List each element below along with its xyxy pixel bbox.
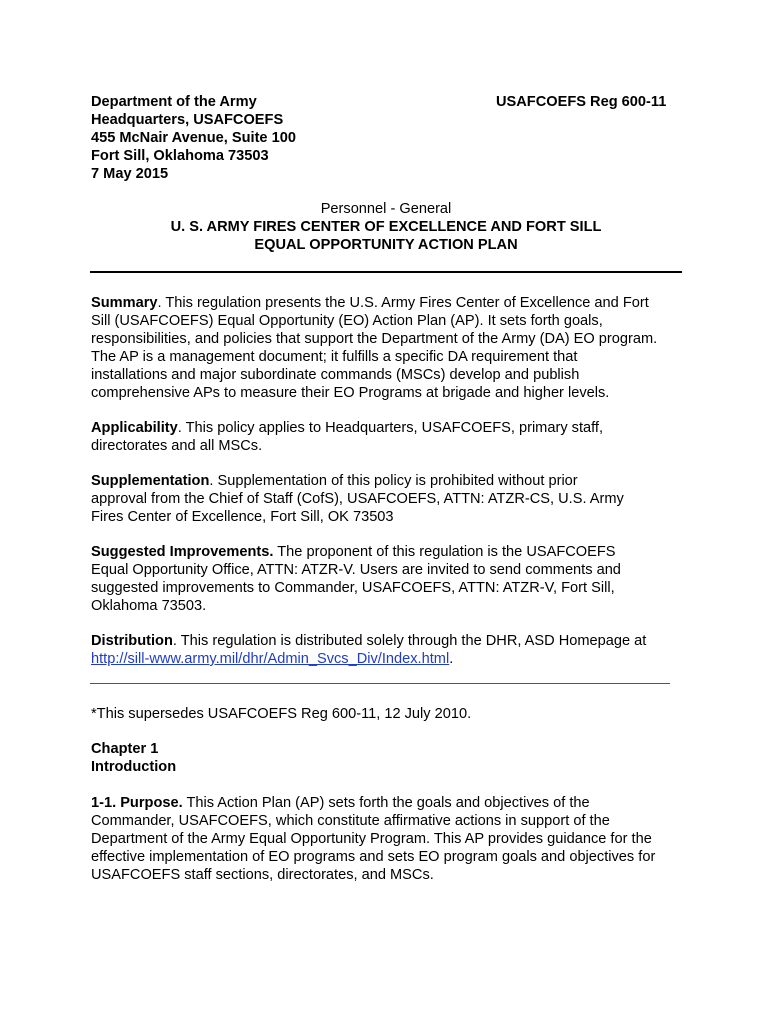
document-title-line-2: EQUAL OPPORTUNITY ACTION PLAN [254,237,518,253]
supersedes-note: *This supersedes USAFCOEFS Reg 600-11, 12 July 2010. [91,706,472,722]
purpose-text-line: Commander, USAFCOEFS, which constitute affirmative actions in support of the [91,813,610,829]
supplementation-text-line: . Supplementation of this policy is prohibited without prior [209,473,578,489]
footnote-divider [90,683,670,684]
distribution-paragraph [91,632,691,668]
summary-text-line: responsibilities, and policies that support the Department of the Army (DA) EO program. [91,331,658,347]
purpose-text-line: USAFCOEFS staff sections, directorates, and MSCs. [91,867,434,883]
chapter-heading [91,740,691,776]
header-hq-line: Headquarters, USAFCOEFS [91,112,284,128]
summary-text-line: installations and major subordinate commands (MSCs) develop and publish [91,367,580,383]
improvements-label: Suggested Improvements. [91,544,274,560]
summary-text-line: Sill (USAFCOEFS) Equal Opportunity (EO) Action Plan (AP). It sets forth goals, [91,313,603,329]
supplementation-text-line: approval from the Chief of Staff (CofS), USAFCOEFS, ATTN: ATZR-CS, U.S. Army [91,491,624,507]
title-divider [90,271,682,273]
summary-text-line: The AP is a management document; it fulfills a specific DA requirement that [91,349,578,365]
supplementation-text-line: Fires Center of Excellence, Fort Sill, OK 73503 [91,509,394,525]
summary-text-line: comprehensive APs to measure their EO Programs at brigade and higher levels. [91,385,610,401]
improvements-text-line: Equal Opportunity Office, ATTN: ATZR-V. Users are invited to send comments and [91,562,621,578]
subject-line: Personnel - General [320,201,452,217]
purpose-paragraph [91,794,691,884]
header-date-line: 7 May 2015 [91,166,169,182]
summary-label: Summary [91,295,158,311]
applicability-paragraph [91,419,691,455]
improvements-text-line: Oklahoma 73503. [91,598,207,614]
supplementation-paragraph [91,472,691,526]
document-title-line-1: U. S. ARMY FIRES CENTER OF EXCELLENCE AND FORT SILL [170,219,602,235]
purpose-label: 1-1. Purpose. [91,795,183,811]
title-block [91,200,681,254]
distribution-link-suffix: . [449,651,454,667]
summary-text-line: . This regulation presents the U.S. Army Fires Center of Excellence and Fort [157,295,649,311]
improvements-text-line: suggested improvements to Commander, USAFCOEFS, ATTN: ATZR-V, Fort Sill, [91,580,615,596]
improvements-text-line: The proponent of this regulation is the USAFCOEFS [273,544,616,560]
chapter-number: Chapter 1 [91,741,159,757]
header-address-block [91,93,296,183]
dhr-homepage-link[interactable]: http://sill-www.army.mil/dhr/Admin_Svcs_Div/Index.html [91,651,450,667]
distribution-text-line: . This regulation is distributed solely through the DHR, ASD Homepage at [172,633,647,649]
applicability-text-line: . This policy applies to Headquarters, USAFCOEFS, primary staff, [177,420,604,436]
summary-paragraph [91,294,691,402]
regulation-number: USAFCOEFS Reg 600-11 [496,94,667,110]
applicability-text-line: directorates and all MSCs. [91,438,263,454]
header-street-line: 455 McNair Avenue, Suite 100 [91,130,296,146]
header-org-line: Department of the Army [91,94,257,110]
distribution-label: Distribution [91,633,173,649]
supplementation-label: Supplementation [91,473,210,489]
improvements-paragraph [91,543,691,615]
purpose-text-line: Department of the Army Equal Opportunity Program. This AP provides guidance for the [91,831,652,847]
applicability-label: Applicability [91,420,178,436]
chapter-title: Introduction [91,759,177,775]
header-city-line: Fort Sill, Oklahoma 73503 [91,148,269,164]
purpose-text-line: This Action Plan (AP) sets forth the goals and objectives of the [182,795,590,811]
purpose-text-line: effective implementation of EO programs and sets EO program goals and objectives for [91,849,656,865]
